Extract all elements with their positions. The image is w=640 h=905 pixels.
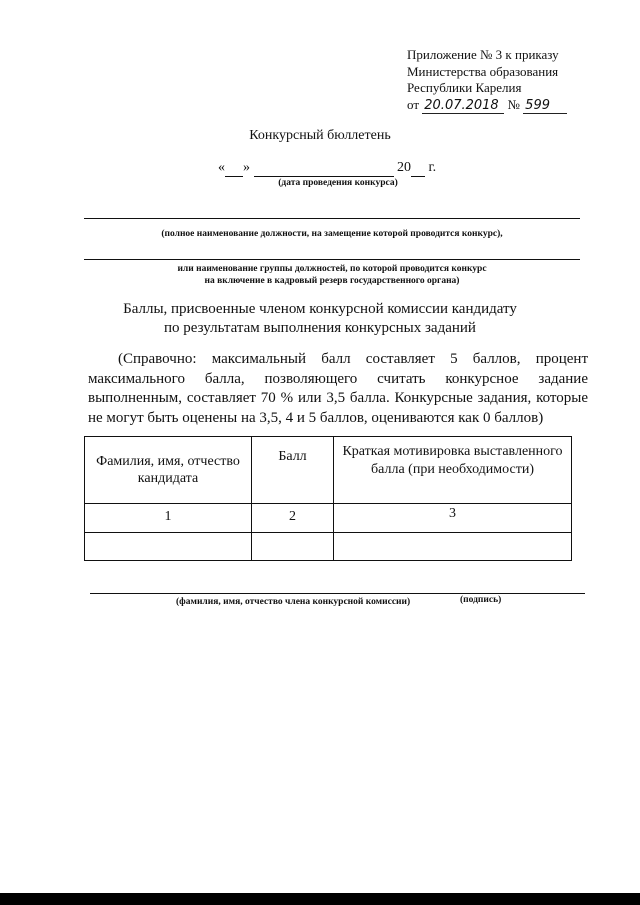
table-cell <box>334 533 572 561</box>
quote-open: « <box>218 160 225 175</box>
signature-name-caption: (фамилия, имя, отчество члена конкурсной комиссии) <box>176 597 411 607</box>
table-cell <box>85 533 252 561</box>
contest-date-line <box>218 160 436 177</box>
heading-line-2: по результатам выполнения конкурсных заданий <box>164 320 476 336</box>
position-caption: (полное наименование должности, на замещение которой проводится конкурс), <box>161 229 503 239</box>
appendix-reference <box>407 47 567 114</box>
handwritten-date: 20.07.2018 <box>422 99 504 114</box>
year-blank <box>411 160 425 177</box>
date-prefix: от <box>407 96 420 112</box>
year-prefix: 20 <box>397 160 411 175</box>
handwritten-number: 599 <box>523 99 567 114</box>
table-cell: 3 <box>334 504 572 533</box>
reference-paragraph <box>88 350 588 428</box>
number-prefix: № <box>507 96 520 112</box>
heading-line-1: Баллы, присвоенные членом конкурсной комиссии кандидату <box>123 301 517 317</box>
appendix-line-3: Республики Карелия <box>407 80 522 95</box>
quote-close: » <box>243 160 250 175</box>
year-suffix: г. <box>428 160 437 175</box>
table-cell: 1 <box>85 504 252 533</box>
table-cell <box>252 533 334 561</box>
table-row <box>85 533 572 561</box>
appendix-line-2: Министерства образования <box>407 63 559 79</box>
position-line <box>84 218 580 219</box>
section-heading <box>0 300 640 338</box>
group-caption-line-1: или наименование группы должностей, по которой проводится конкурс <box>177 264 487 274</box>
table-row <box>85 504 572 533</box>
group-line <box>84 259 580 260</box>
scores-table <box>84 436 572 561</box>
appendix-line-1: Приложение № 3 к приказу <box>407 47 559 62</box>
reference-text: (Справочно: максимальный балл составляет 5 баллов, процент максимального балла, позволяющего считать конкурсное задание выполненным, составляет 70 % или 3,5 балла. Конкурсные задания, которые не могут быть оценены на 3,5, 4 и 5 баллов, оцениваются как 0 баллов) <box>88 351 588 426</box>
page-title: Конкурсный бюллетень <box>249 128 391 143</box>
group-caption-line-2: на включение в кадровый резерв государственного органа) <box>204 276 460 286</box>
signature-sign-caption: (подпись) <box>460 595 502 605</box>
date-caption: (дата проведения конкурса) <box>278 178 398 188</box>
signature-line <box>90 593 585 594</box>
day-blank <box>225 160 243 177</box>
table-header-row <box>85 437 572 504</box>
appendix-date-line <box>407 97 567 114</box>
group-caption <box>84 263 580 287</box>
table-cell: 2 <box>252 504 334 533</box>
header-candidate-name: Фамилия, имя, отчество кандидата <box>85 437 252 504</box>
header-score: Балл <box>252 437 334 504</box>
month-blank <box>254 160 394 177</box>
header-motivation: Краткая мотивировка выставленного балла (при необходимости) <box>334 437 572 504</box>
